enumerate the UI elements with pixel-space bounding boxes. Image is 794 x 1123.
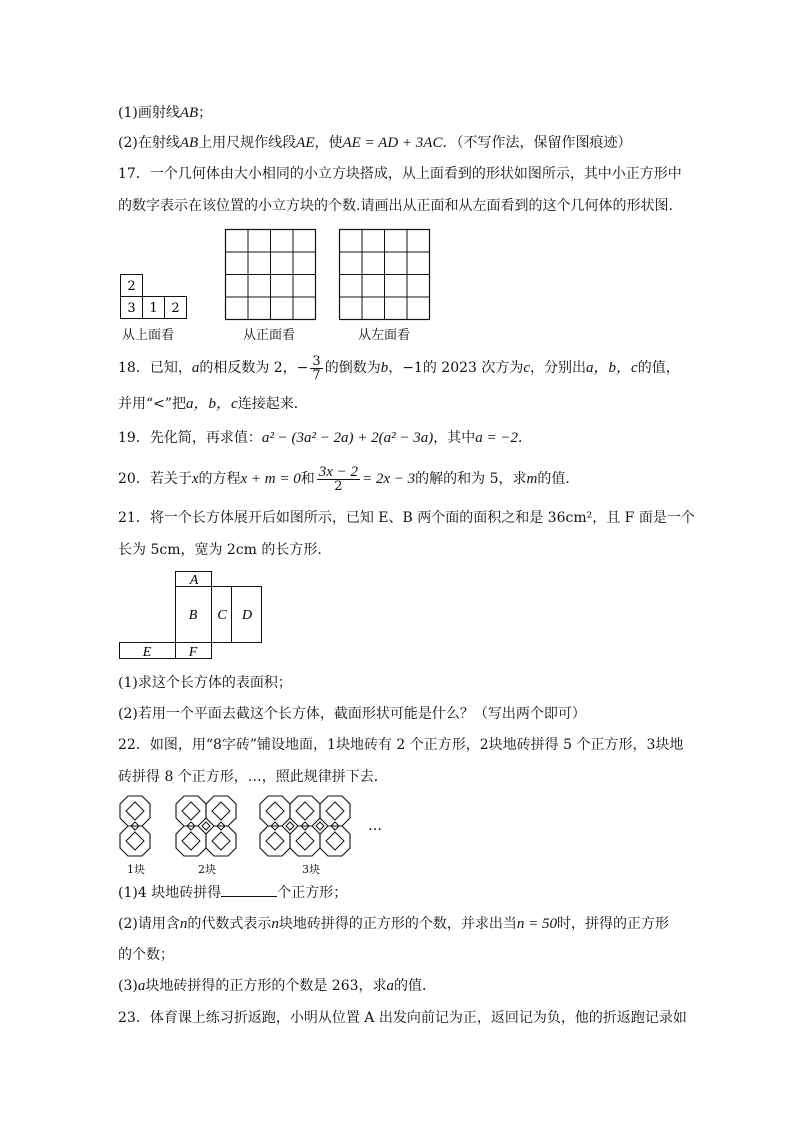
cuboid-net-figure <box>119 571 269 661</box>
top-view-cell: 2 <box>171 301 180 316</box>
top-view-cell: 1 <box>149 301 158 316</box>
top-view-cell: 3 <box>127 301 136 316</box>
net-face-c: C <box>217 608 227 623</box>
net-face-f: F <box>188 645 198 660</box>
q21-line2: 长为 5cm，宽为 2cm 的长方形． <box>118 542 332 558</box>
q16-part2: (2)在射线AB上用尺规作线段AE，使AE = AD + 3AC．（不写作法，保留作图痕迹） <box>118 135 632 151</box>
q21-part2: (2)若用一个平面去截这个长方体，截面形状可能是什么？（写出两个即可） <box>118 706 586 722</box>
q22-part2-cont: 的个数； <box>118 947 174 963</box>
fraction-3x-2-over-2: $\frac{3x - 2}{2}$ <box>318 463 359 494</box>
q18-line1: 18．已知，a的相反数为 2，− $\frac{3}{7}$ 的倒数为b，−1的 2023 次方为c，分别出a，b，c的值， <box>118 353 680 383</box>
tile-group-2 <box>176 796 236 856</box>
q17-line1: 17．一个几何体由大小相同的小立方块搭成，从上面看到的形状如图所示，其中小正方形中 <box>118 166 682 182</box>
net-face-e: E <box>142 645 152 660</box>
front-view-grid <box>225 229 317 321</box>
top-view-figure <box>120 274 192 320</box>
net-face-a: A <box>189 573 199 588</box>
tile-ellipsis: … <box>368 818 382 834</box>
q23-line1: 23．体育课上练习折返跑，小明从位置 A 出发向前记为正，返回记为负，他的折返跑记录如 <box>118 1010 687 1026</box>
tile-pattern-figure <box>118 794 388 860</box>
fraction-3-7: $\frac{3}{7}$ <box>312 353 321 383</box>
answer-blank[interactable] <box>221 884 277 897</box>
q22-part1: (1)4 块地砖拼得 个正方形； <box>118 885 348 901</box>
net-face-d: D <box>241 608 253 623</box>
q18-line2: 并用“<”把a，b，c连接起来． <box>118 396 308 412</box>
q21-part1: (1)求这个长方体的表面积； <box>118 675 292 691</box>
q20: 20．若关于x的方程x + m = 0和 $\frac{3x - 2}{2}$ = 2x − 3的解的和为 5，求m的值． <box>118 463 580 494</box>
net-face-b: B <box>188 608 198 623</box>
q16-part1: (1)画射线AB； <box>118 105 213 121</box>
tile-group-1 <box>120 796 150 856</box>
q22-line2: 砖拼得 8 个正方形，…，照此规律拼下去． <box>118 769 388 785</box>
q21-line1: 21．将一个长方体展开后如图所示，已知 E、B 两个面的面积之和是 36cm²，且 F 面是一个 <box>118 510 695 526</box>
caption-2-tiles: 2块 <box>198 863 216 876</box>
caption-left-view: 从左面看 <box>358 328 411 343</box>
q19: 19．先化简，再求值：a² − (3a² − 2a) + 2(a² − 3a)，其中a = −2． <box>118 430 533 446</box>
q22-line1: 22．如图，用“8字砖”铺设地面，1块地砖有 2 个正方形，2块地砖拼得 5 个正方形，3块地 <box>118 737 684 753</box>
tile-group-3 <box>260 796 350 856</box>
q17-line2: 的数字表示在该位置的小立方块的个数.请画出从正面和从左面看到的这个几何体的形状图. <box>118 198 673 214</box>
q22-part2: (2)请用含n的代数式表示n块地砖拼得的正方形的个数，并求出当n = 50时，拼得的正方形 <box>118 916 669 932</box>
caption-top-view: 从上面看 <box>122 328 175 343</box>
q22-part3: (3)a块地砖拼得的正方形的个数是 263，求a的值． <box>118 978 437 994</box>
caption-1-tile: 1块 <box>127 863 145 876</box>
left-view-grid <box>339 229 431 321</box>
top-view-cell: 2 <box>127 279 136 294</box>
caption-3-tiles: 3块 <box>302 863 320 876</box>
caption-front-view: 从正面看 <box>243 328 296 343</box>
